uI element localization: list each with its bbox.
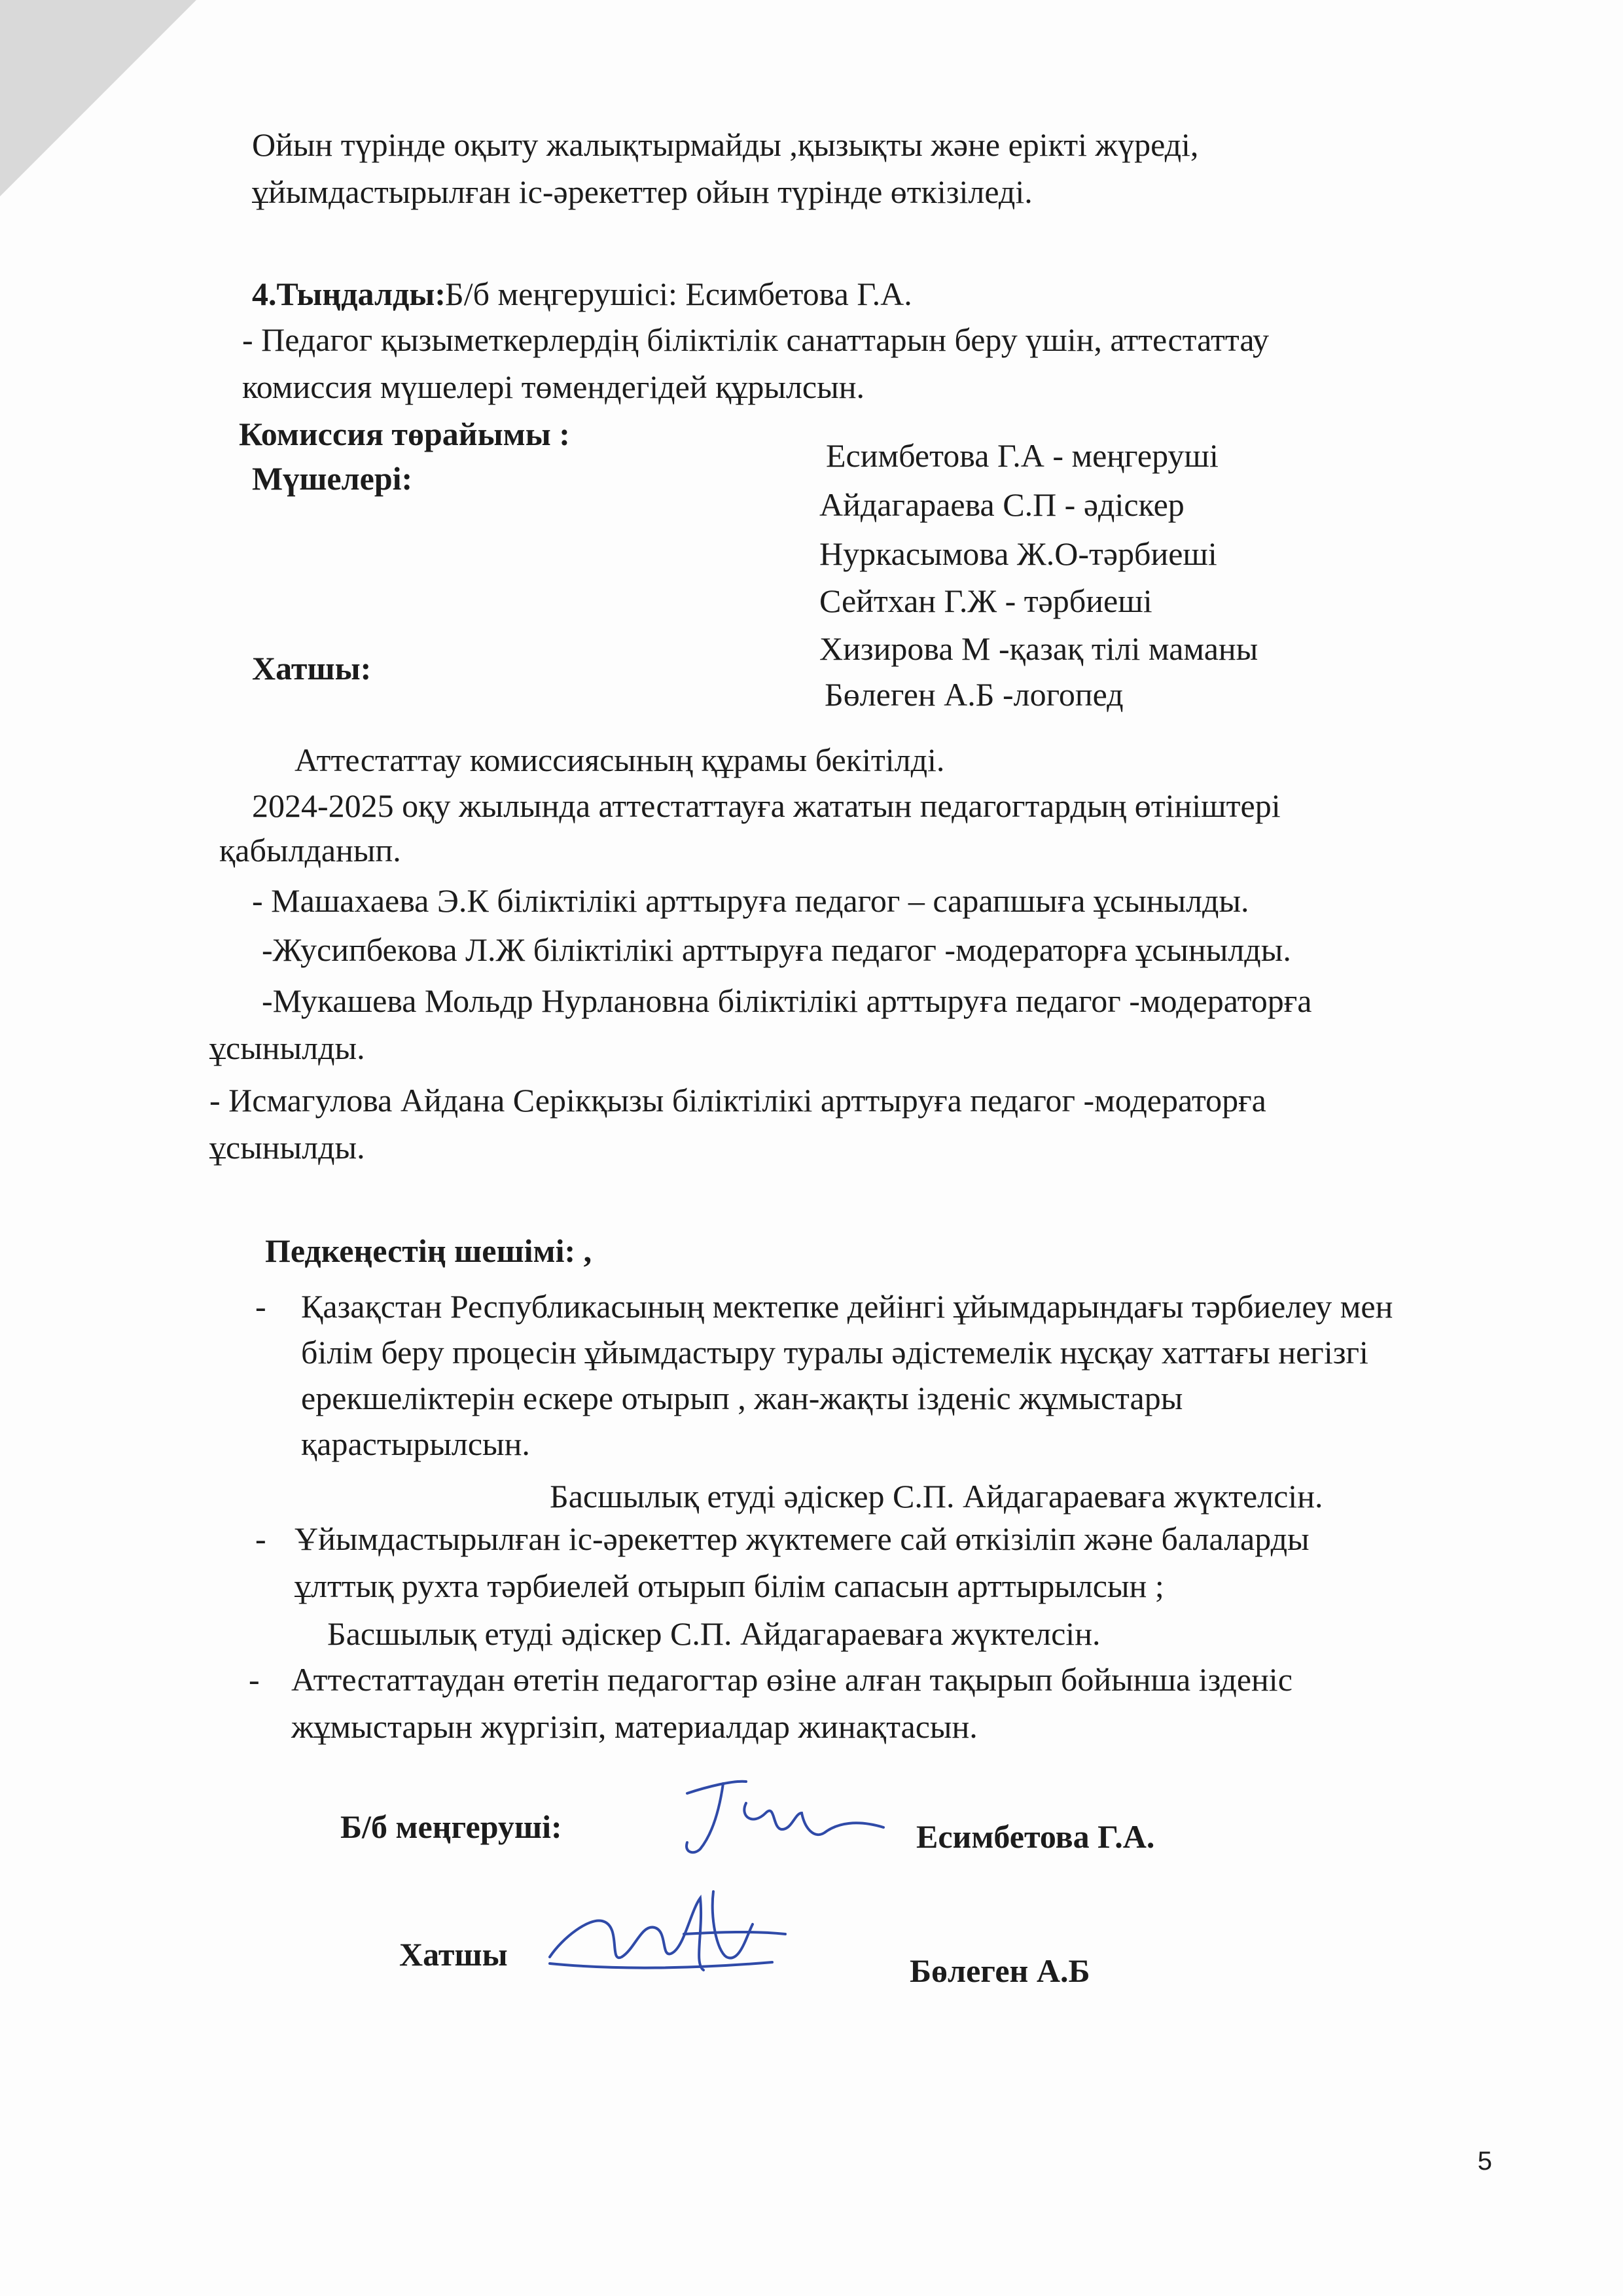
approval-line-5: -Жусипбекова Л.Ж біліктілікі арттыруға педагог -модераторға ұсынылды.	[262, 931, 1291, 968]
decision-1-responsible: Басшылық етуді әдіскер С.П. Айдагараеваға жүктелсін.	[550, 1478, 1323, 1515]
secretary-signature-name: Бөлеген А.Б	[910, 1952, 1090, 1989]
secretary-signature-label: Хатшы	[399, 1936, 508, 1973]
commission-secretary-label: Хатшы:	[252, 650, 372, 687]
approval-line-2: 2024-2025 оқу жылында аттестаттауға жататын педагогтардың өтініштері	[252, 787, 1281, 824]
head-signature-icon	[661, 1767, 897, 1865]
heard-text-2: комиссия мүшелері төмендегідей құрылсын.	[242, 368, 865, 405]
folded-corner	[0, 0, 196, 196]
decision-3-line-1: Аттестаттаудан өтетін педагогтар өзіне алған тақырып бойынша ізденіс	[291, 1661, 1293, 1698]
decision-1-line-1: Қазақстан Республикасының мектепке дейінгі ұйымдарындағы тәрбиелеу мен	[301, 1288, 1393, 1325]
bullet-dash: -	[255, 1288, 266, 1325]
approval-line-8: - Исмагулова Айдана Серікқызы біліктілікі арттыруға педагог -модераторға	[209, 1082, 1266, 1119]
approval-line-1: Аттестаттау комиссиясының құрамы бекітілді.	[294, 742, 945, 778]
heard-label: 4.Тыңдалды:	[252, 276, 446, 312]
decision-1-line-3: ерекшеліктерін ескере отырып , жан-жақты ізденіс жұмыстары	[301, 1380, 1183, 1416]
approval-line-9: ұсынылды.	[209, 1129, 365, 1166]
commission-members-label: Мүшелері:	[252, 460, 413, 497]
decision-heading: Педкеңестің шешімі: ,	[265, 1232, 592, 1269]
bullet-dash: -	[249, 1661, 260, 1698]
intro-line-2: ұйымдастырылған іс-әрекеттер ойын түрінде өткізіледі.	[252, 173, 1033, 210]
heard-speaker: Б/б меңгерушісі: Есимбетова Г.А.	[445, 276, 912, 312]
decision-2-line-2: ұлттық рухта тәрбиелей отырып білім сапасын арттырылсын ;	[294, 1568, 1164, 1604]
approval-line-6: -Мукашева Мольдр Нурлановна біліктілікі арттыруға педагог -модераторға	[262, 982, 1312, 1019]
member-5: Хизирова М -қазақ тілі маманы	[819, 630, 1258, 667]
approval-line-4: - Машахаева Э.К біліктілікі арттыруға педагог – сарапшыға ұсынылды.	[252, 882, 1249, 919]
decision-1-line-4: қарастырылсын.	[301, 1426, 530, 1462]
member-6: Бөлеген А.Б -логопед	[825, 676, 1124, 713]
decision-2-responsible: Басшылық етуді әдіскер С.П. Айдагараеваға жүктелсін.	[327, 1615, 1101, 1652]
decision-1-line-2: білім беру процесін ұйымдастыру туралы әдістемелік нұсқау хаттағы негізгі	[301, 1334, 1368, 1371]
head-signature-name: Есимбетова Г.А.	[916, 1818, 1155, 1855]
decision-2-line-1: Ұйымдастырылған іс-әрекеттер жүктемеге сай өткізіліп және балаларды	[294, 1520, 1310, 1557]
secretary-signature-icon	[537, 1872, 798, 1990]
approval-line-7: ұсынылды.	[209, 1030, 365, 1066]
member-1: Есимбетова Г.А - меңгеруші	[826, 437, 1219, 474]
bullet-dash: -	[255, 1520, 266, 1557]
commission-chair-label: Комиссия төрайымы :	[239, 416, 570, 452]
heard-text-1: - Педагог қызыметкерлердің біліктілік санаттарын беру үшін, аттестаттау	[242, 321, 1269, 358]
member-2: Айдагараева С.П - әдіскер	[819, 486, 1185, 523]
member-3: Нуркасымова Ж.О-тәрбиеші	[819, 535, 1217, 572]
approval-line-3: қабылданып.	[219, 832, 401, 869]
page-number: 5	[1477, 2147, 1492, 2176]
intro-line-1: Ойын түрінде оқыту жалықтырмайды ,қызықты және ерікті жүреді,	[252, 126, 1199, 163]
member-4: Сейтхан Г.Ж - тәрбиеші	[819, 583, 1152, 619]
head-signature-label: Б/б меңгеруші:	[340, 1808, 562, 1845]
decision-3-line-2: жұмыстарын жүргізіп, материалдар жинақтасын.	[291, 1708, 978, 1745]
